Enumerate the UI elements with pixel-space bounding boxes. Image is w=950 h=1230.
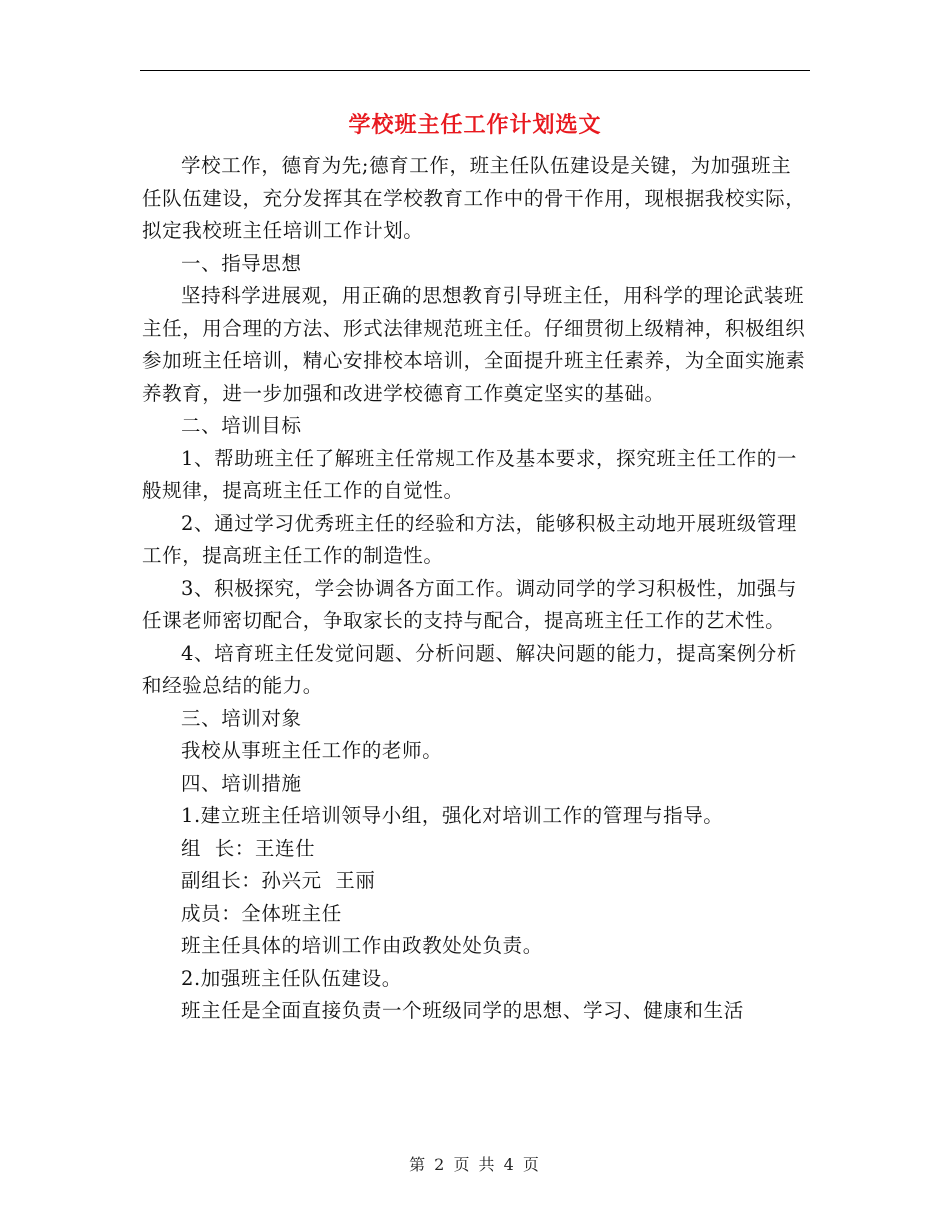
header-rule [140,70,810,71]
intro-paragraph: 学校工作，德育为先;德育工作，班主任队伍建设是关键，为加强班主任队伍建设，充分发挥其在学校教育工作中的骨干作用，现根据我校实际，拟定我校班主任培训工作计划。 [142,154,806,242]
goal-item-4: 4、培育班主任发觉问题、分析问题、解决问题的能力，提高案例分析和经验总结的能力。 [142,641,798,697]
section-heading-training-goals: 二、培训目标 [181,414,302,437]
members-line: 成员：全体班主任 [181,901,342,925]
goal-item-3: 3、积极探究，学会协调各方面工作。调动同学的学习积极性，加强与任课老师密切配合，争取家长的支持与配合，提高班主任工作的艺术性。 [142,576,798,632]
deputy-leader-line: 副组长：孙兴元 王丽 [181,869,376,892]
section-heading-training-targets: 三、培训对象 [181,706,302,730]
training-targets-paragraph: 我校从事班主任工作的老师。 [181,739,443,762]
measure-item-2-paragraph: 班主任是全面直接负责一个班级同学的思想、学习、健康和生活 [181,999,744,1022]
document-body [142,150,810,1028]
section-heading-training-measures: 四、培训措施 [181,771,302,795]
page-number: 第 2 页 共 4 页 [409,1155,541,1174]
goal-item-2: 2、通过学习优秀班主任的经验和方法，能够积极主动地开展班级管理工作，提高班主任工作的制造性。 [142,511,798,567]
goal-item-1: 1、帮助班主任了解班主任常规工作及基本要求，探究班主任工作的一般规律，提高班主任工作的自觉性。 [142,446,798,502]
guiding-ideology-paragraph: 坚持科学进展观，用正确的思想教育引导班主任，用科学的理论武装班主任，用合理的方法、形式法律规范班主任。仔细贯彻上级精神，积极组织参加班主任培训，精心安排校本培训，全面提升班主任素养，为全面实施素养教育，进一步加强和改进学校德育工作奠定坚实的基础。 [142,284,806,405]
responsibility-line: 班主任具体的培训工作由政教处处负责。 [181,934,543,957]
group-leader-line: 组 长：王连仕 [181,836,316,860]
measure-item-1: 1.建立班主任培训领导小组，强化对培训工作的管理与指导。 [181,804,724,827]
section-heading-guiding-ideology: 一、指导思想 [181,251,302,275]
measure-item-2: 2.加强班主任队伍建设。 [181,966,402,990]
document-title: 学校班主任工作计划选文 [348,112,602,138]
